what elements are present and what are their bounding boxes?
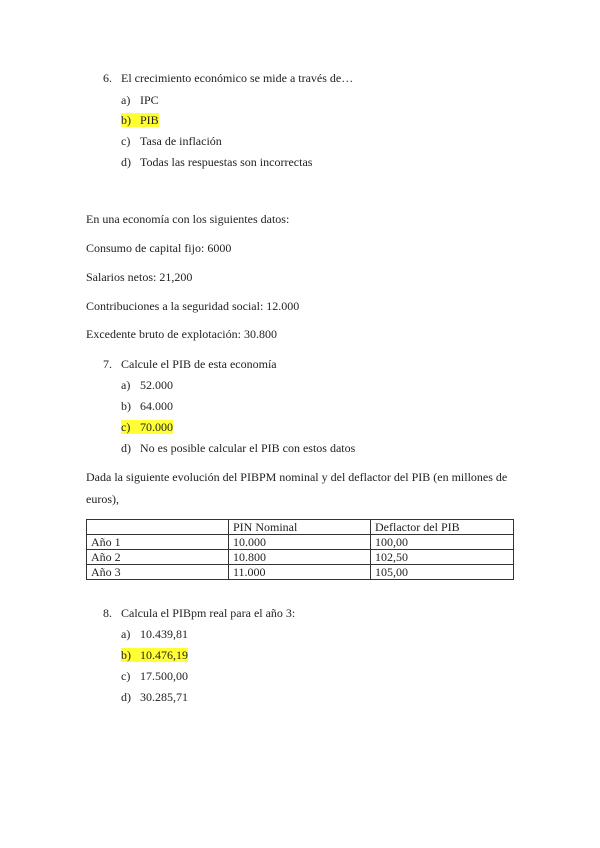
table-cell: 102,50 [371,550,514,565]
question-text: El crecimiento económico se mide a través de… [121,71,354,85]
option-text: IPC [140,93,159,107]
q8-option-b [121,648,188,663]
option-letter: b) [121,399,131,413]
question-number: 8. [103,606,112,620]
option-letter: a) [121,93,131,107]
table-row [87,565,514,580]
q6-option-d [121,155,312,170]
option-letter: b) [121,113,131,127]
economy-intro: En una economía con los siguientes datos: [86,212,290,226]
table-cell: 100,00 [371,535,514,550]
economy-line-contributions: Contribuciones a la seguridad social: 12.000 [86,299,300,313]
table-header-cell: Deflactor del PIB [371,520,514,535]
q8-option-c [121,669,188,684]
option-text-highlighted: 70.000 [140,420,173,434]
table-row [87,550,514,565]
table-cell: 10.000 [229,535,371,550]
economy-line-capital: Consumo de capital fijo: 6000 [86,241,232,255]
option-text: Tasa de inflación [140,134,222,148]
table-cell: 10.800 [229,550,371,565]
option-text: Todas las respuestas son incorrectas [140,155,313,169]
question-number: 6. [103,71,112,85]
option-letter: d) [121,441,131,455]
option-letter: a) [121,378,131,392]
table-cell: 105,00 [371,565,514,580]
q6-option-c [121,134,222,149]
option-text: 52.000 [140,378,173,392]
q7-option-d [121,441,355,456]
table-header-cell: PIN Nominal [229,520,371,535]
question-text: Calcule el PIB de esta economía [121,357,277,371]
table-cell: Año 1 [87,535,229,550]
option-letter: d) [121,690,131,704]
question-8 [103,606,295,621]
table-cell: Año 3 [87,565,229,580]
table-cell: 11.000 [229,565,371,580]
question-text: Calcula el PIBpm real para el año 3: [121,606,296,620]
question-6 [103,71,353,86]
evolution-intro: Dada la siguiente evolución del PIBPM nominal y del deflactor del PIB (en millones de euros), [86,470,508,506]
table-row [87,535,514,550]
option-letter: a) [121,627,131,641]
economy-line-salaries: Salarios netos: 21,200 [86,270,193,284]
q8-option-d [121,690,188,705]
option-text: 64.000 [140,399,173,413]
q8-option-a [121,627,188,642]
option-text: 30.285,71 [140,690,188,704]
option-letter: c) [121,134,131,148]
option-letter: b) [121,648,131,662]
q7-option-c [121,420,173,435]
question-number: 7. [103,357,112,371]
question-7 [103,357,277,372]
option-letter: c) [121,669,131,683]
table-header-row [87,520,514,535]
option-letter: c) [121,420,131,434]
table-cell: Año 2 [87,550,229,565]
gdp-table [86,519,514,580]
q7-option-b [121,399,173,414]
q6-option-b [121,113,159,128]
economy-line-surplus: Excedente bruto de explotación: 30.800 [86,327,277,341]
option-text: 10.439,81 [140,627,188,641]
q7-option-a [121,378,173,393]
option-text: 17.500,00 [140,669,188,683]
option-letter: d) [121,155,131,169]
q6-option-a [121,93,159,108]
option-text-highlighted: PIB [140,113,159,127]
option-text-highlighted: 10.476,19 [140,648,188,662]
option-text: No es posible calcular el PIB con estos datos [140,441,356,455]
table-header-cell [87,520,229,535]
